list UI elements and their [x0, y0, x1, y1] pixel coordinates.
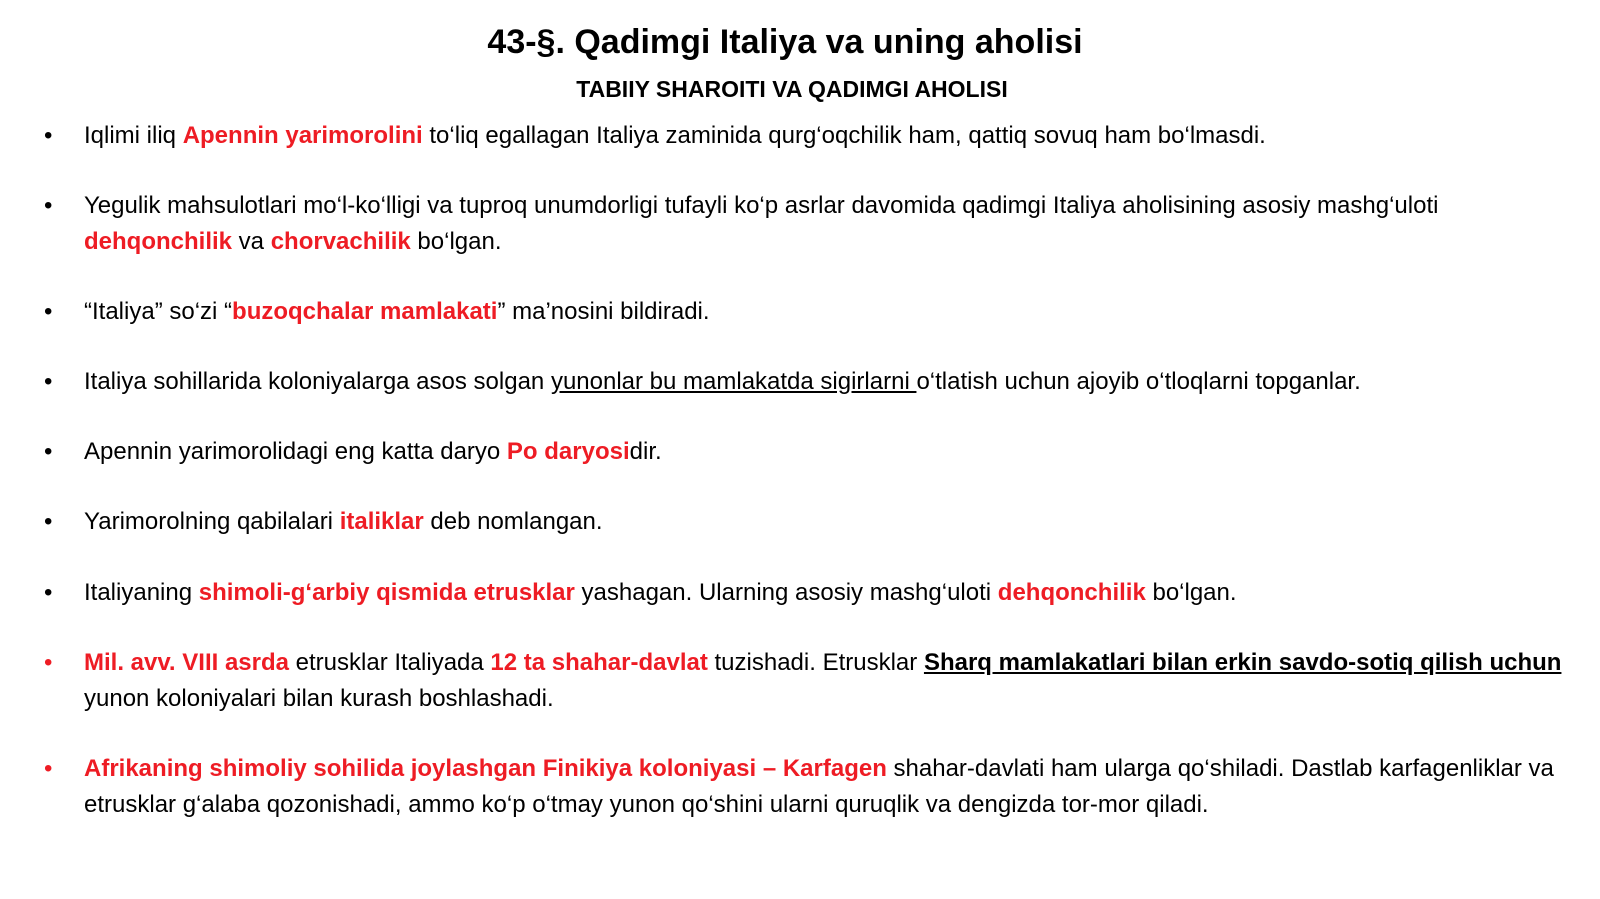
highlighted-text: Apennin yarimorolini	[182, 122, 423, 149]
text-segment: yashagan. Ularning asosiy mashg‘uloti	[574, 579, 998, 606]
text-segment: “Italiya” so‘zi “	[84, 298, 233, 325]
page-subtitle: TABIIY SHAROITI VA QADIMGI AHOLISI	[576, 76, 1008, 102]
text-segment: Apennin yarimorolidagi eng katta daryo	[84, 438, 507, 465]
list-item	[44, 434, 1584, 470]
text-segment: bo‘lgan.	[410, 228, 502, 255]
text-segment: ” ma’nosini bildiradi.	[497, 298, 710, 325]
bullet-icon: •	[44, 298, 53, 325]
bullet-icon: •	[44, 438, 53, 465]
bullet-icon: •	[44, 508, 53, 535]
list-item	[44, 364, 1584, 400]
highlighted-text: dehqonchilik	[84, 228, 233, 255]
list-item	[44, 294, 1584, 330]
text-segment: yunon koloniyalari bilan kurash boshlashadi.	[84, 685, 554, 712]
highlighted-text: dehqonchilik	[997, 579, 1146, 606]
bullet-icon: •	[44, 192, 53, 219]
bullet-icon: •	[44, 368, 53, 395]
highlighted-text: Afrikaning shimoliy sohilida joylashgan Finikiya koloniyasi – Karfagen	[84, 755, 887, 782]
highlighted-text: buzoqchalar mamlakati	[232, 298, 498, 325]
text-segment: bo‘lgan.	[1145, 579, 1237, 606]
text-segment: etrusklar Italiyada	[288, 649, 491, 676]
list-item	[44, 188, 1584, 260]
text-segment: Italiyaning	[84, 579, 199, 606]
bullet-icon: •	[44, 649, 53, 676]
page-title: 43-§. Qadimgi Italiya va uning aholisi	[487, 23, 1083, 61]
bullet-icon: •	[44, 755, 53, 782]
text-segment: Yegulik mahsulotlari mo‘l-ko‘lligi va tuproq unumdorligi tufayli ko‘p asrlar davomida qadimgi Italiya aholisining asosiy mashg‘uloti	[84, 192, 1439, 219]
text-segment: deb nomlangan.	[423, 508, 603, 535]
text-segment: dir.	[629, 438, 662, 465]
text-segment: o‘tlatish uchun ajoyib o‘tloqlarni topganlar.	[916, 368, 1361, 395]
text-segment: tuzishadi. Etrusklar	[707, 649, 924, 676]
text-segment: Yarimorolning qabilalari	[84, 508, 340, 535]
bullet-icon: •	[44, 579, 53, 606]
highlighted-text: yunonlar bu mamlakatda sigirlarni	[550, 368, 917, 395]
text-segment: Italiya sohillarida koloniyalarga asos solgan	[84, 368, 551, 395]
list-item	[44, 751, 1584, 823]
list-item	[44, 118, 1584, 154]
highlighted-text: Sharq mamlakatlari bilan erkin savdo-sotiq qilish uchun	[923, 649, 1562, 676]
highlighted-text: chorvachilik	[270, 228, 411, 255]
text-segment: va	[232, 228, 271, 255]
highlighted-text: Mil. avv. VIII asrda	[84, 649, 289, 676]
text-segment: Iqlimi iliq	[84, 122, 183, 149]
bullet-icon: •	[44, 122, 53, 149]
highlighted-text: 12 ta shahar-davlat	[490, 649, 708, 676]
list-item	[44, 575, 1584, 611]
text-segment: shahar-davlati ham ularga qo‘shiladi. Dastlab karfagenliklar va etrusklar g‘alaba qozonishadi, ammo ko‘p o‘tmay yunon qo‘shini ularni quruqlik va dengizda tor-mor qiladi.	[84, 755, 1554, 818]
highlighted-text: shimoli-g‘arbiy qismida etrusklar	[198, 579, 575, 606]
list-item	[44, 504, 1584, 540]
highlighted-text: Po daryosi	[506, 438, 630, 465]
list-item	[44, 645, 1584, 717]
highlighted-text: italiklar	[339, 508, 424, 535]
text-segment: to‘liq egallagan Italiya zaminida qurg‘oqchilik ham, qattiq sovuq ham bo‘lmasdi.	[422, 122, 1266, 149]
